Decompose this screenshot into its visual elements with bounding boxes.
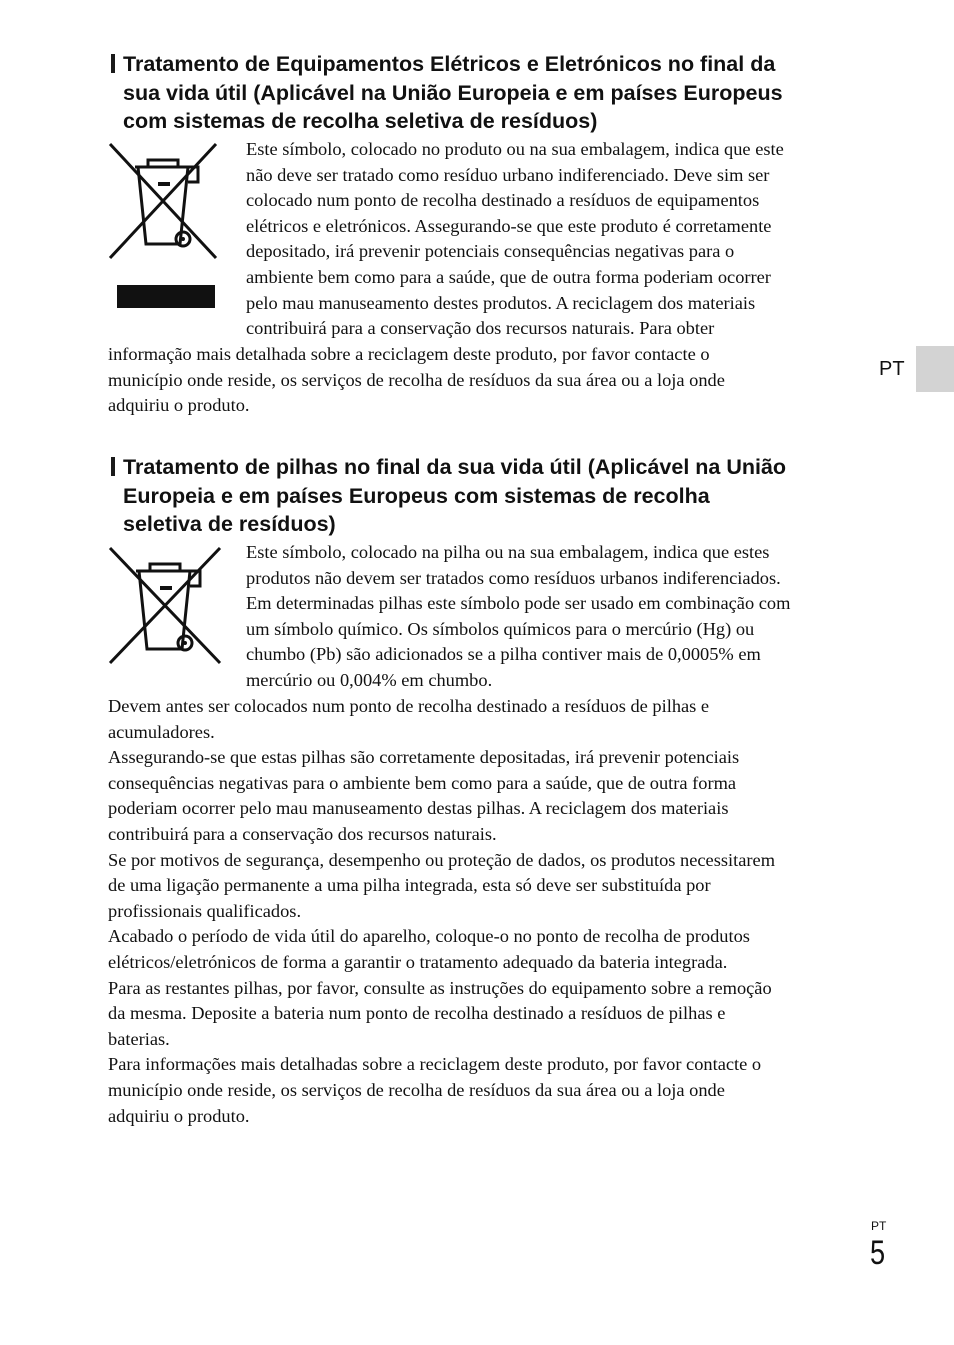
heading-line: Tratamento de pilhas no final da sua vida útil (Aplicável na União — [123, 455, 787, 479]
text-line: profissionais qualificados. — [108, 900, 302, 921]
section-body-full — [108, 694, 775, 1129]
language-side-label: PT — [879, 358, 905, 380]
text-line: Acabado o período de vida útil do aparelho, coloque-o no ponto de recolha de produtos — [108, 926, 750, 947]
text-line: mercúrio ou 0,004% em chumbo. — [246, 669, 493, 690]
text-line: acumuladores. — [108, 721, 215, 742]
section-body-wrapped — [246, 137, 784, 342]
text-line: chumbo (Pb) são adicionados se a pilha contiver mais de 0,0005% em — [246, 644, 761, 665]
text-line: adquiriu o produto. — [108, 1105, 250, 1126]
section-heading-weee — [108, 50, 878, 136]
text-line: elétricos/eletrónicos de forma a garantir o tratamento adequado da bateria integrada. — [108, 951, 728, 972]
text-line: Para informações mais detalhadas sobre a reciclagem deste produto, por favor contacte o — [108, 1054, 762, 1075]
text-line: Devem antes ser colocados num ponto de recolha destinado a resíduos de pilhas e — [108, 696, 710, 716]
text-line: adquiriu o produto. — [108, 395, 250, 416]
section-heading-batteries — [108, 453, 878, 539]
text-line: um símbolo químico. Os símbolos químicos para o mercúrio (Hg) ou — [246, 618, 755, 639]
heading-marker — [111, 54, 115, 73]
text-line: produtos não devem ser tratados como resíduos urbanos indiferenciados. — [246, 567, 781, 588]
text-line: pelo mau manuseamento destes produtos. A reciclagem dos materiais — [246, 292, 756, 313]
crossed-out-wheelie-bin-icon — [108, 142, 218, 312]
text-line: contribuirá para a conservação dos recursos naturais. — [108, 823, 497, 844]
text-line: da mesma. Deposite a bateria num ponto de recolha destinado a resíduos de pilhas e — [108, 1003, 726, 1024]
text-line: consequências negativas para o ambiente bem como para a saúde, que de outra forma — [108, 772, 737, 793]
section-body-wrapped — [246, 540, 790, 694]
text-line: Este símbolo, colocado na pilha ou na sua embalagem, indica que estes — [246, 542, 770, 562]
page-number: 5 — [870, 1234, 886, 1272]
crossed-out-wheelie-bin-icon — [108, 546, 223, 666]
language-side-tab — [916, 346, 954, 392]
heading-line: Europeia e em países Europeus com sistemas de recolha — [123, 483, 710, 508]
text-line: ambiente bem como para a saúde, que de outra forma poderiam ocorrer — [246, 266, 771, 287]
text-line: colocado num ponto de recolha destinado a resíduos de equipamentos — [246, 190, 760, 211]
heading-line: com sistemas de recolha seletiva de resíduos) — [123, 109, 598, 133]
heading-line: sua vida útil (Aplicável na União Europeia e em países Europeus — [123, 80, 783, 105]
text-line: município onde reside, os serviços de recolha de resíduos da sua área ou a loja onde — [108, 369, 725, 390]
text-line: baterias. — [108, 1028, 170, 1049]
text-line: município onde reside, os serviços de recolha de resíduos da sua área ou a loja onde — [108, 1079, 725, 1100]
text-line: Assegurando-se que estas pilhas são corretamente depositadas, irá prevenir potenciais — [108, 747, 740, 768]
page-language-code: PT — [871, 1219, 887, 1233]
heading-line: seletiva de resíduos) — [123, 512, 336, 536]
text-line: não deve ser tratado como resíduo urbano indiferenciado. Deve sim ser — [246, 164, 770, 185]
text-line: Em determinadas pilhas este símbolo pode ser usado em combinação com — [246, 593, 791, 614]
text-line: poderiam ocorrer pelo mau manuseamento destas pilhas. A reciclagem dos materiais — [108, 798, 729, 819]
text-line: Se por motivos de segurança, desempenho ou proteção de dados, os produtos necessitarem — [108, 849, 775, 870]
text-line: contribuirá para a conservação dos recursos naturais. Para obter — [246, 318, 715, 339]
text-line: Este símbolo, colocado no produto ou na sua embalagem, indica que este — [246, 139, 784, 159]
section-body-full — [108, 342, 725, 419]
text-line: elétricos e eletrónicos. Assegurando-se que este produto é corretamente — [246, 215, 772, 236]
text-line: de uma ligação permanente a uma pilha integrada, esta só deve ser substituída por — [108, 875, 711, 896]
text-line: Para as restantes pilhas, por favor, consulte as instruções do equipamento sobre a remoção — [108, 977, 772, 998]
text-line: depositado, irá prevenir potenciais consequências negativas para o — [246, 241, 735, 262]
heading-line: Tratamento de Equipamentos Elétricos e Eletrónicos no final da — [123, 52, 776, 76]
heading-marker — [111, 457, 115, 476]
text-line: informação mais detalhada sobre a reciclagem deste produto, por favor contacte o — [108, 344, 710, 364]
